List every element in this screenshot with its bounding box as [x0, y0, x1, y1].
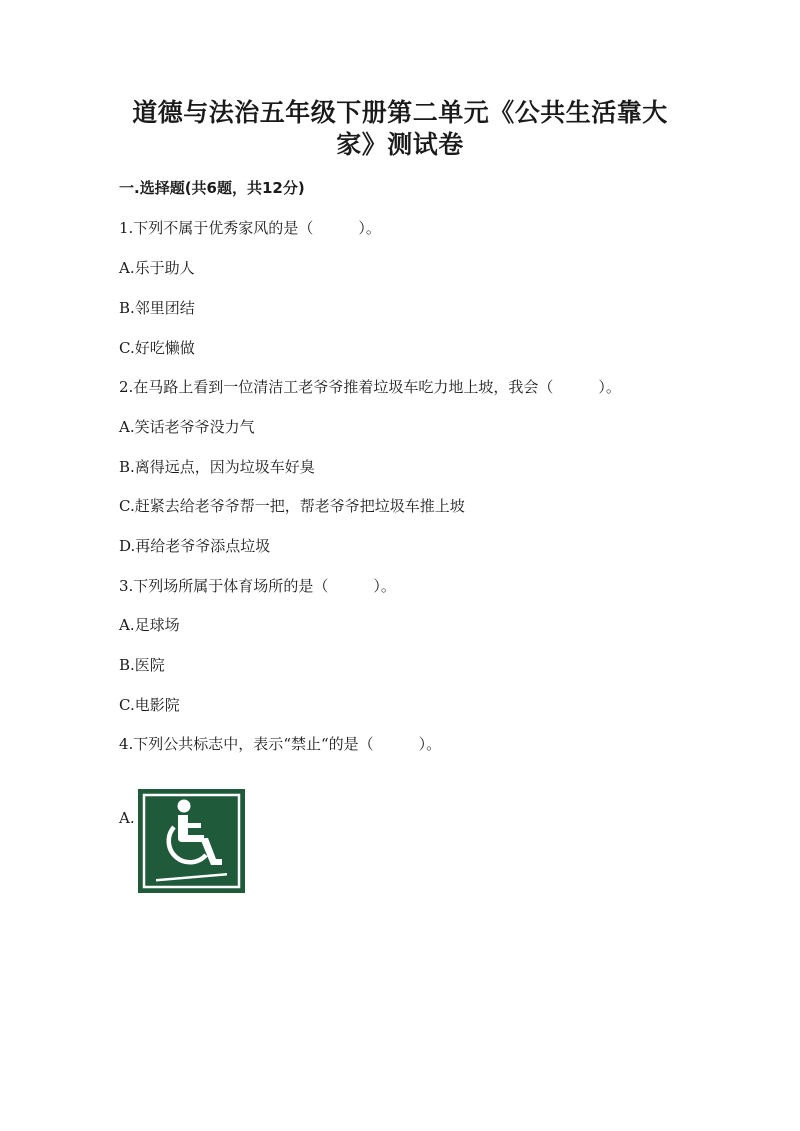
- question-3-option-b: B.医院: [119, 656, 165, 674]
- question-3-stem: 3.下列场所属于体育场所的是（ ）。: [119, 577, 396, 595]
- page-title-line-2: 家》测试卷: [336, 130, 464, 159]
- question-2-option-b: B.离得远点，因为垃圾车好臭: [119, 458, 315, 476]
- question-1-stem: 1.下列不属于优秀家风的是（ ）。: [119, 219, 381, 237]
- question-1-option-b: B.邻里团结: [119, 299, 195, 317]
- page-title-line-1: 道德与法治五年级下册第二单元《公共生活靠大: [132, 98, 668, 127]
- section-heading: 一.选择题(共6题，共12分): [119, 179, 305, 197]
- question-4-option-a-label: A.: [119, 809, 135, 827]
- wheelchair-sign-image: [138, 789, 245, 893]
- question-3-option-a: A.足球场: [119, 616, 180, 634]
- question-4-stem: 4.下列公共标志中，表示“禁止“的是（ ）。: [119, 735, 442, 753]
- question-1-option-a: A.乐于助人: [119, 259, 195, 277]
- wheelchair-accessible-icon: [138, 789, 245, 893]
- question-2-option-a: A.笑话老爷爷没力气: [119, 418, 255, 436]
- question-2-option-c: C.赶紧去给老爷爷帮一把，帮老爷爷把垃圾车推上坡: [119, 497, 465, 515]
- question-2-option-d: D.再给老爷爷添点垃圾: [119, 537, 271, 555]
- question-3-option-c: C.电影院: [119, 696, 180, 714]
- question-2-stem: 2.在马路上看到一位清洁工老爷爷推着垃圾车吃力地上坡，我会（ ）。: [119, 378, 621, 396]
- question-1-option-c: C.好吃懒做: [119, 339, 195, 357]
